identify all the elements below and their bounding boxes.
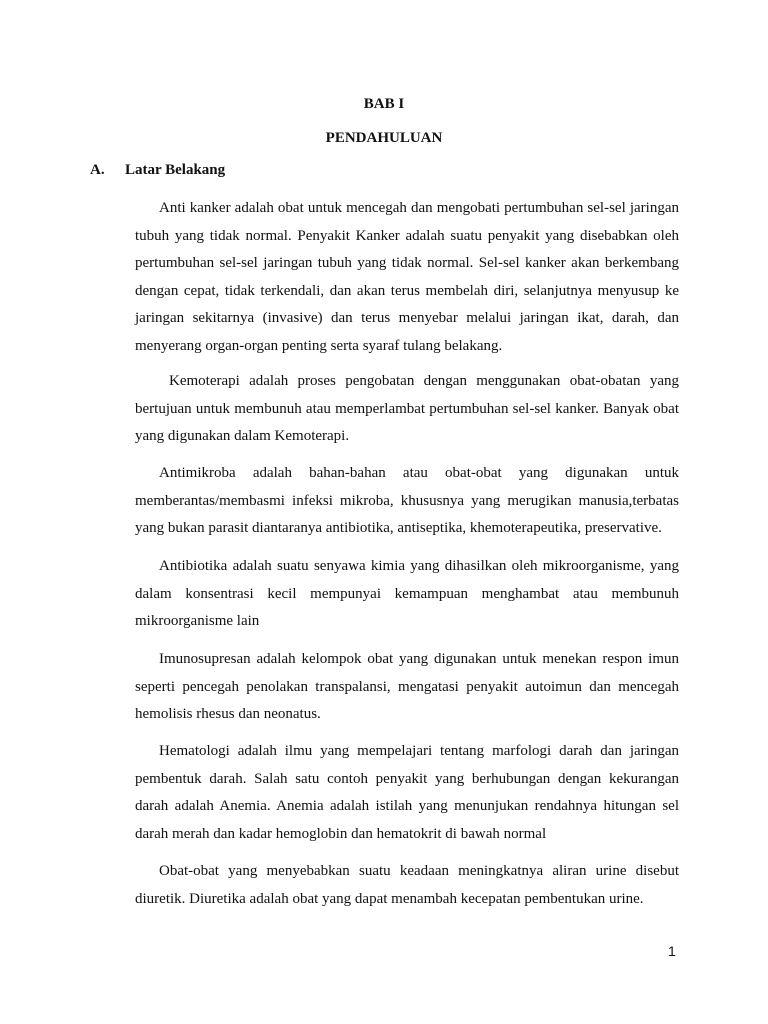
paragraph-kemoterapi: Kemoterapi adalah proses pengobatan dengan menggunakan obat-obatan yang bertujuan untuk membunuh atau memperlambat pertumbuhan sel-sel kanker. Banyak obat yang digunakan dalam Kemoterapi. [135,373,679,444]
paragraph-anti-kanker: Anti kanker adalah obat untuk mencegah dan mengobati pertumbuhan sel-sel jaringan tubuh yang tidak normal. Penyakit Kanker adalah suatu penyakit yang disebabkan oleh pertumbuhan sel-sel jaringan tubuh yang tidak normal. Sel-sel kanker akan berkembang dengan cepat, tidak terkendali, dan akan terus membelah diri, selanjutnya menyusup ke jaringan sekitarnya (invasive) dan terus menyebar melalui jaringan ikat, darah, dan menyerang organ-organ penting serta syaraf tulang belakang. [135,200,679,354]
chapter-title: PENDAHULUAN [325,130,443,146]
paragraph-hematologi: Hematologi adalah ilmu yang mempelajari tentang marfologi darah dan jaringan pembentuk darah. Salah satu contoh penyakit yang berhubungan dengan kekurangan darah adalah Anemia. Anemia adalah istilah yang menunjukan rendahnya hitungan sel darah merah dan kadar hemoglobin dan hematokrit di bawah normal [135,743,679,842]
paragraph-diuretik: Obat-obat yang menyebabkan suatu keadaan meningkatnya aliran urine disebut diuretik. Diuretika adalah obat yang dapat menambah kecepatan pembentukan urine. [135,863,679,907]
paragraph-antibiotika: Antibiotika adalah suatu senyawa kimia yang dihasilkan oleh mikroorganisme, yang dalam konsentrasi kecil mempunyai kemampuan menghambat atau membunuh mikroorganisme lain [135,558,679,629]
section-title: Latar Belakang [125,162,226,178]
section-heading [90,160,225,180]
chapter-heading: BAB I [363,96,405,112]
page-number: 1 [668,943,676,959]
paragraph-imunosupresan: Imunosupresan adalah kelompok obat yang digunakan untuk menekan respon imun seperti pencegah penolakan transpalansi, mengatasi penyakit autoimun dan mencegah hemolisis rhesus dan neonatus. [135,651,679,722]
paragraph-antimikroba: Antimikroba adalah bahan-bahan atau obat-obat yang digunakan untuk memberantas/membasmi infeksi mikroba, khususnya yang merugikan manusia,terbatas yang bukan parasit diantaranya antibiotika, antiseptika, khemoterapeutika, preservative. [135,465,679,536]
section-letter: A. [90,162,105,178]
